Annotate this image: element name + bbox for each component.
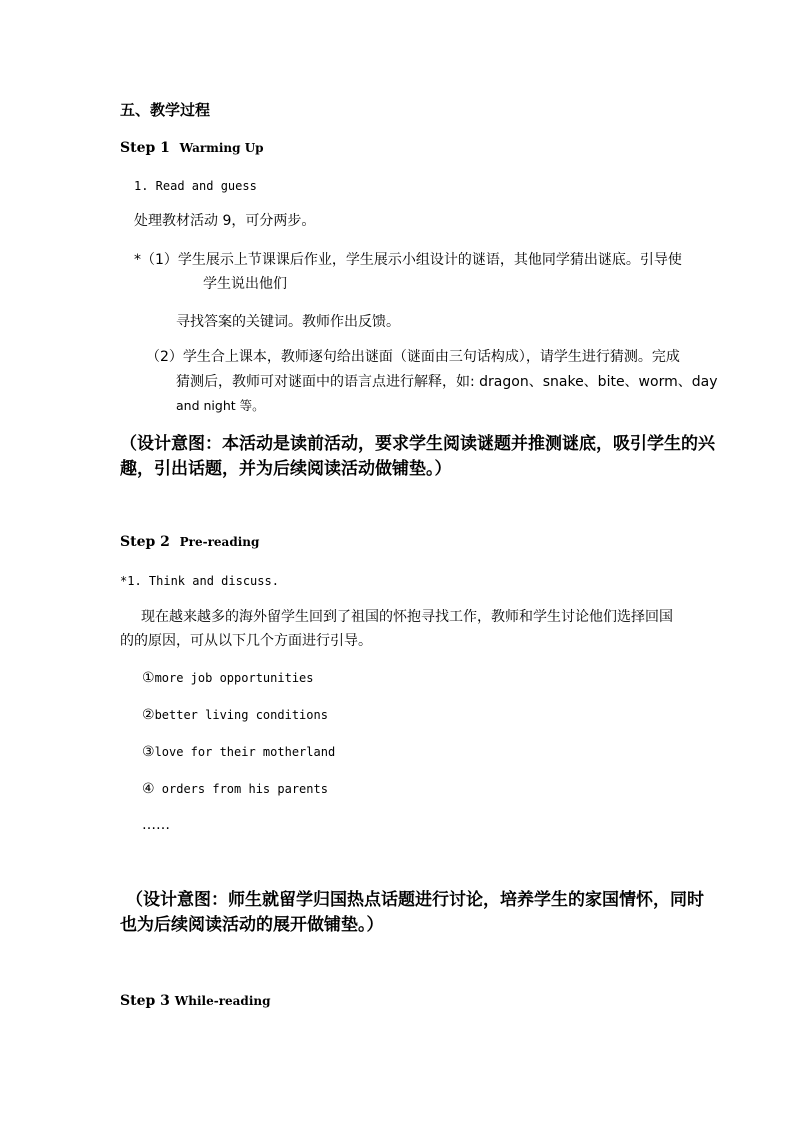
option-item: [142, 708, 328, 722]
step2-para-line1: 现在越来越多的海外留学生回到了祖国的怀抱寻找工作，教师和学生讨论他们选择回国: [141, 609, 673, 625]
step3-label: Step 3: [120, 993, 170, 1009]
step2-heading: [120, 535, 259, 549]
option-item: [142, 671, 314, 685]
option-marker: ②: [142, 707, 155, 723]
option-text: more job opportunities: [154, 671, 314, 685]
step1-design-line2: 趣，引出话题，并为后续阅读活动做铺垫。）: [120, 459, 452, 479]
step2-label: Step 2: [120, 534, 170, 550]
step1-intro: 处理教材活动 9，可分两步。: [134, 213, 316, 229]
option-text: orders from his parents: [154, 782, 328, 796]
step3-name: While-reading: [174, 994, 271, 1008]
step2-name: Pre-reading: [179, 535, 260, 549]
step2-para-line2: 的的原因，可从以下几个方面进行引导。: [120, 633, 372, 649]
step1-label: Step 1: [120, 140, 170, 156]
option-marker: ③: [142, 744, 155, 760]
option-text: better living conditions: [154, 708, 328, 722]
step2-design-line2: 也为后续阅读活动的展开做铺垫。）: [120, 915, 384, 935]
section-title: 五、教学过程: [120, 101, 211, 119]
option-item: [142, 782, 328, 796]
step2-design-line1: （设计意图：师生就留学归国热点话题进行讨论，培养学生的家国情怀，同时: [126, 890, 704, 910]
step3-heading: [120, 994, 271, 1008]
step1-p1-line3: 寻找答案的关键词。教师作出反馈。: [176, 314, 400, 330]
option-marker: ④: [142, 781, 155, 797]
option-text: love for their motherland: [154, 745, 336, 759]
step1-p2-line3: and night 等。: [176, 398, 265, 413]
step1-p1-line1: *（1）学生展示上节课课后作业，学生展示小组设计的谜语，其他同学猜出谜底。引导使: [134, 252, 682, 268]
step1-item: 1. Read and guess: [134, 179, 257, 193]
ellipsis: ……: [142, 817, 170, 833]
option-item: [142, 745, 335, 759]
step1-name: Warming Up: [179, 141, 264, 155]
step1-p1-line2: 学生说出他们: [203, 276, 287, 292]
step2-item: *1. Think and discuss.: [120, 574, 279, 588]
step1-p2-line2: 猜测后，教师可对谜面中的语言点进行解释，如: dragon、snake、bite、worm、day: [176, 374, 718, 390]
option-marker: ①: [142, 670, 155, 686]
step1-heading: [120, 141, 264, 155]
step1-p2-line1: （2）学生合上课本，教师逐句给出谜面（谜面由三句话构成），请学生进行猜测。完成: [146, 349, 680, 365]
step1-design-line1: （设计意图：本活动是读前活动，要求学生阅读谜题并推测谜底，吸引学生的兴: [120, 434, 715, 454]
